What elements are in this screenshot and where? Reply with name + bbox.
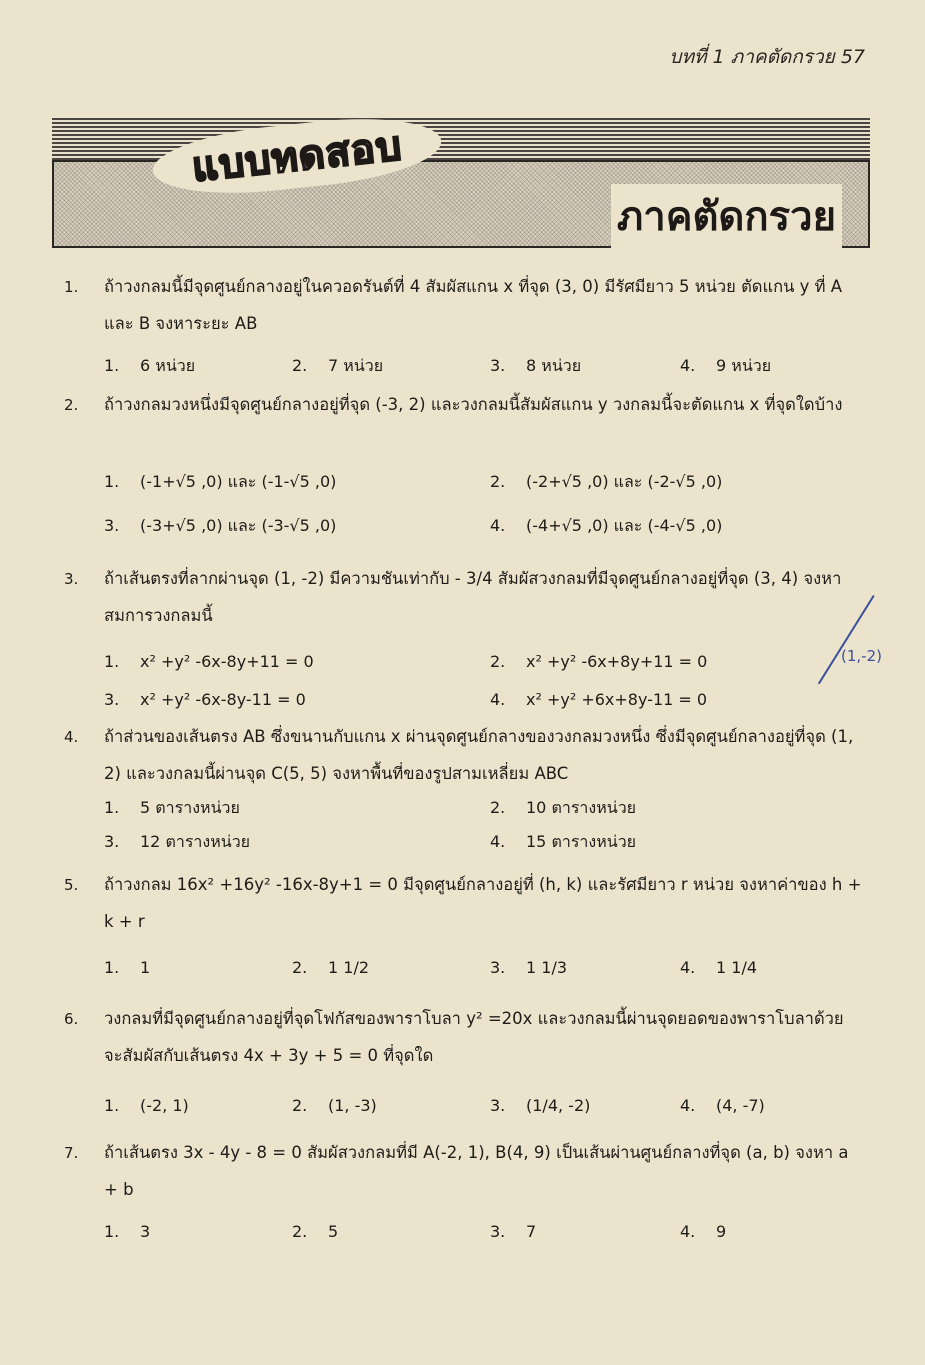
question-number: 7. [64, 1144, 79, 1162]
question-number: 6. [64, 1010, 79, 1028]
option-2: 2. 1 1/2 [292, 958, 370, 977]
option-1: 1. 6 หน่วย [104, 356, 196, 375]
option-4: 4. 1 1/4 [680, 958, 758, 977]
option-4: 4. 15 ตารางหน่วย [490, 832, 637, 851]
option-1: 1. 5 ตารางหน่วย [104, 798, 240, 817]
banner-title: แบบทดสอบ [189, 123, 405, 191]
option-4: 4. (4, -7) [680, 1096, 765, 1115]
question-number: 5. [64, 876, 79, 894]
option-3: 3. (1/4, -2) [490, 1096, 591, 1115]
option-2: 2. 5 [292, 1222, 339, 1241]
question-number: 4. [64, 728, 79, 746]
option-2: 2. (1, -3) [292, 1096, 377, 1115]
question-text: ถ้าวงกลมนี้มีจุดศูนย์กลางอยู่ในควอดรันต์ที่ 4 สัมผัสแกน x ที่จุด (3, 0) มีรัศมียาว 5 หน่วย ตัดแกน y ที่ A และ B จงหาระยะ AB [104, 277, 843, 333]
option-1: 1. (-2, 1) [104, 1096, 189, 1115]
option-2: 2. 7 หน่วย [292, 356, 384, 375]
question-text: ถ้าเส้นตรง 3x - 4y - 8 = 0 สัมผัสวงกลมที่มี A(-2, 1), B(4, 9) เป็นเส้นผ่านศูนย์กลางที่จุด (a, b) จงหา a + b [104, 1143, 849, 1199]
question-text: ถ้าวงกลมวงหนึ่งมีจุดศูนย์กลางอยู่ที่จุด (-3, 2) และวงกลมนี้สัมผัสแกน y วงกลมนี้จะตัดแกน x ที่จุดใดบ้าง [104, 395, 843, 414]
question-number: 2. [64, 396, 79, 414]
option-3: 3. 8 หน่วย [490, 356, 582, 375]
section-banner [52, 118, 870, 246]
option-1: 1. x² +y² -6x-8y+11 = 0 [104, 652, 314, 671]
option-3: 3. x² +y² -6x-8y-11 = 0 [104, 690, 306, 709]
option-1: 1. (-1+√5 ,0) และ (-1-√5 ,0) [104, 472, 337, 491]
option-4: 4. (-4+√5 ,0) และ (-4-√5 ,0) [490, 516, 723, 535]
option-4: 4. 9 [680, 1222, 727, 1241]
option-4: 4. 9 หน่วย [680, 356, 772, 375]
question-number: 3. [64, 570, 79, 588]
handwritten-annotation [805, 595, 895, 690]
option-1: 1. 3 [104, 1222, 151, 1241]
option-4: 4. x² +y² +6x+8y-11 = 0 [490, 690, 708, 709]
handwritten-note: (1,-2) [841, 647, 882, 665]
option-2: 2. 10 ตารางหน่วย [490, 798, 637, 817]
option-3: 3. 12 ตารางหน่วย [104, 832, 251, 851]
banner-subtitle: ภาคตัดกรวย [611, 184, 842, 248]
question-text: วงกลมที่มีจุดศูนย์กลางอยู่ที่จุดโฟกัสของพาราโบลา y² =20x และวงกลมนี้ผ่านจุดยอดของพาราโบลาด้วย จะสัมผัสกับเส้นตรง 4x + 3y + 5 = 0 ที่จุดใด [104, 1009, 844, 1065]
option-3: 3. 7 [490, 1222, 537, 1241]
option-2: 2. x² +y² -6x+8y+11 = 0 [490, 652, 708, 671]
option-1: 1. 1 [104, 958, 151, 977]
option-3: 3. 1 1/3 [490, 958, 568, 977]
option-3: 3. (-3+√5 ,0) และ (-3-√5 ,0) [104, 516, 337, 535]
question-text: ถ้าส่วนของเส้นตรง AB ซึ่งขนานกับแกน x ผ่านจุดศูนย์กลางของวงกลมวงหนึ่ง ซึ่งมีจุดศูนย์กลางอยู่ที่จุด (1, 2) และวงกลมนี้ผ่านจุด C(5, 5) จงหาพื้นที่ของรูปสามเหลี่ยม ABC [104, 727, 854, 783]
question-number: 1. [64, 278, 79, 296]
question-text: ถ้าวงกลม 16x² +16y² -16x-8y+1 = 0 มีจุดศูนย์กลางอยู่ที่ (h, k) และรัศมียาว r หน่วย จงหาค่าของ h + k + r [104, 875, 862, 931]
question-text: ถ้าเส้นตรงที่ลากผ่านจุด (1, -2) มีความชันเท่ากับ - 3/4 สัมผัสวงกลมที่มีจุดศูนย์กลางอยู่ที่จุด (3, 4) จงหาสมการวงกลมนี้ [104, 569, 842, 625]
option-2: 2. (-2+√5 ,0) และ (-2-√5 ,0) [490, 472, 723, 491]
pen-stroke [818, 595, 875, 684]
page-header: บทที่ 1 ภาคตัดกรวย 57 [669, 46, 865, 68]
